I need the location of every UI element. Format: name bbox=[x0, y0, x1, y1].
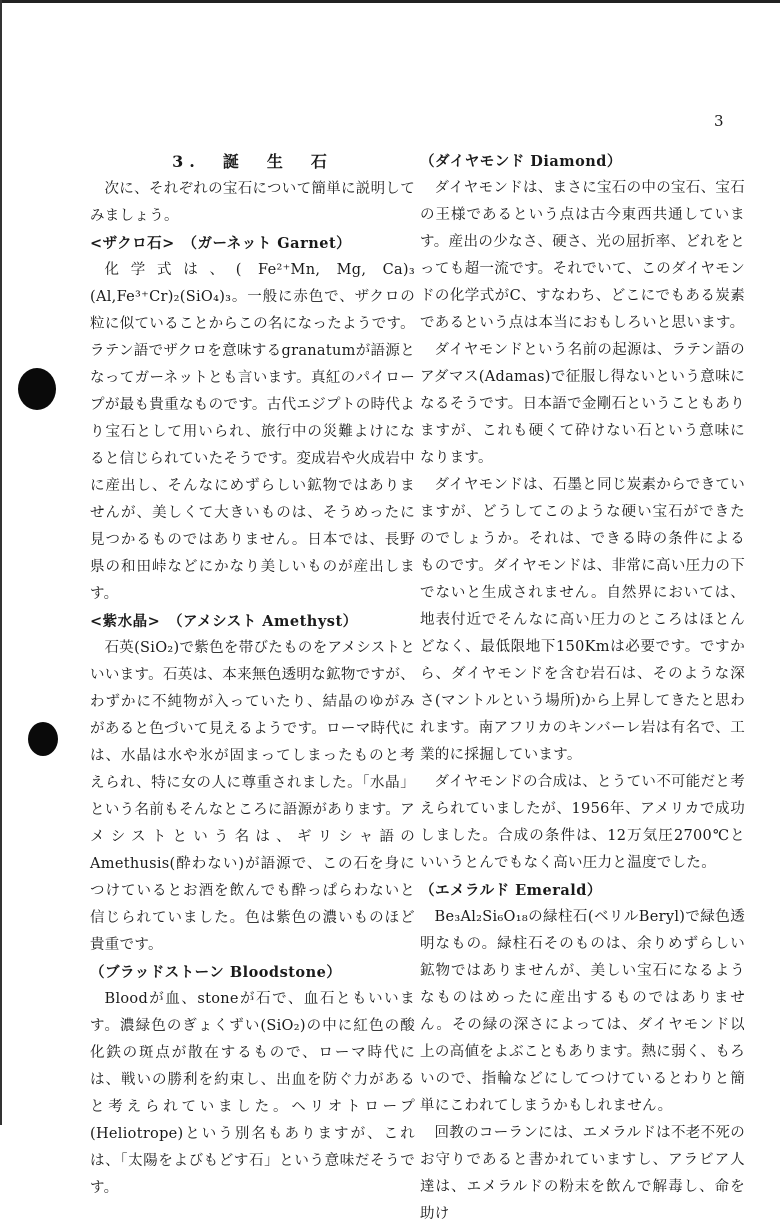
emerald-paragraph: Be₃Al₂Si₆O₁₈の緑柱石(ベリルBeryl)で緑色透明なもの。緑柱石そのものは、余りめずらしい鉱物ではありませんが、美しい宝石になるようなものはめったに産出するものではありません。その緑の深さによっては、ダイヤモンド以上の高値をよぶこともあります。熱に弱く、もろいので、指輪などにしてつけているとわりと簡単にこわれてしまうかもしれません。 bbox=[420, 909, 745, 1114]
diamond-paragraph: ダイヤモンドという名前の起源は、ラテン語のアダマス(Adamas)で征服し得ないという意味になるそうです。日本語で金剛石ということもありますが、これも硬くて砕けない石という意味になります。 bbox=[420, 342, 745, 466]
diamond-paragraph: ダイヤモンドは、まさに宝石の中の宝石、宝石の王様であるという点は古今東西共通しています。産出の少なさ、硬さ、光の屈折率、どれをとっても超一流です。それでいて、このダイヤモンドの化学式がC、すなわち、どこにでもある炭素であるという点は本当におもしろいと思います。 bbox=[420, 180, 746, 331]
intro-paragraph: 次に、それぞれの宝石について簡単に説明してみましょう。 bbox=[90, 181, 416, 224]
emerald-paragraph: 回教のコーランには、エメラルドは不老不死のお守りであると書かれていますし、アラビア人達は、エメラルドの粉末を飲んで解毒し、命を助け bbox=[420, 1125, 745, 1222]
amethyst-paragraph: 石英(SiO₂)で紫色を帯びたものをアメシストといいます。石英は、本来無色透明な鉱物ですが、わずかに不純物が入っていたり、結晶のゆがみがあると色づいて見えるようです。ローマ時代には、水晶は水や氷が固まってしまったものと考えられ、特に女の人に尊重されました。「水晶」という名前もそんなところに語源があります。アメシストという名は、ギリシャ語のAmethusis(酔わない)が語源で、この石を身につけているとお酒を飲んでも酔っぱらわないと信じられていました。色は紫色の濃いものほど貴重です。 bbox=[90, 640, 415, 953]
section-title: 3. 誕 生 石 bbox=[172, 152, 333, 171]
garnet-paragraph: 化学式は、( Fe²⁺Mn, Mg, Ca)₃ (Al,Fe³⁺Cr)₂(SiO₄)₃。一般に赤色で、ザクロの粒に似ていることからこの名になったようです。ラテン語でザクロを意味するgranatumが語源となってガーネットとも言います。真紅のパイロープが最も貴重なものです。古代エジプトの時代より宝石として用いられ、旅行中の災難よけになると信じられていたそうです。変成岩や火成岩中に産出し、そんなにめずらしい鉱物ではありませんが、美しくて大きいものは、そうめったに見つかるものではありません。日本では、長野県の和田峠などにかなり美しいものが産出します。 bbox=[90, 262, 415, 602]
bloodstone-paragraph: Bloodが血、stoneが石で、血石ともいいます。濃緑色のぎょくずい(SiO₂)の中に紅色の酸化鉄の斑点が散在するもので、ローマ時代には、戦いの勝利を約束し、出血を防ぐ力があると考えられていました。ヘリオトロープ(Heliotrope)という別名もありますが、これは、「太陽をよびもどす石」という意味だそうです。 bbox=[90, 991, 415, 1196]
amethyst-heading: <紫水晶> （アメシスト Amethyst） bbox=[90, 613, 358, 630]
emerald-heading: （エメラルド Emerald） bbox=[420, 882, 602, 899]
left-column bbox=[90, 148, 415, 1202]
diamond-heading: （ダイヤモンド Diamond） bbox=[420, 153, 622, 170]
right-column bbox=[420, 148, 745, 1228]
garnet-heading: <ザクロ石> （ガーネット Garnet） bbox=[90, 235, 352, 252]
page-left-edge bbox=[0, 0, 2, 1125]
page-number: 3 bbox=[714, 112, 724, 130]
page-top-edge bbox=[0, 0, 780, 3]
diamond-paragraph: ダイヤモンドの合成は、とうてい不可能だと考えられていましたが、1956年、アメリカで成功しました。合成の条件は、12万気圧2700℃といいうとんでもなく高い圧力と温度でした。 bbox=[420, 774, 746, 871]
bloodstone-heading: （ブラッドストーン Bloodstone） bbox=[90, 964, 342, 981]
binder-punch-hole bbox=[28, 722, 58, 756]
binder-punch-hole bbox=[18, 368, 56, 410]
diamond-paragraph: ダイヤモンドは、石墨と同じ炭素からできていますが、どうしてこのような硬い宝石ができたのでしょうか。それは、できる時の条件によるものです。ダイヤモンドは、非常に高い圧力の下でないと生成されません。自然界においては、地表付近でそんなに高い圧力のところはほとんどなく、最低限地下150Kmは必要です。ですから、ダイヤモンドを含む岩石は、そのような深さ(マントルという場所)から上昇してきたと思われます。南アフリカのキンバーレ岩は有名で、工業的に採掘しています。 bbox=[420, 477, 745, 763]
